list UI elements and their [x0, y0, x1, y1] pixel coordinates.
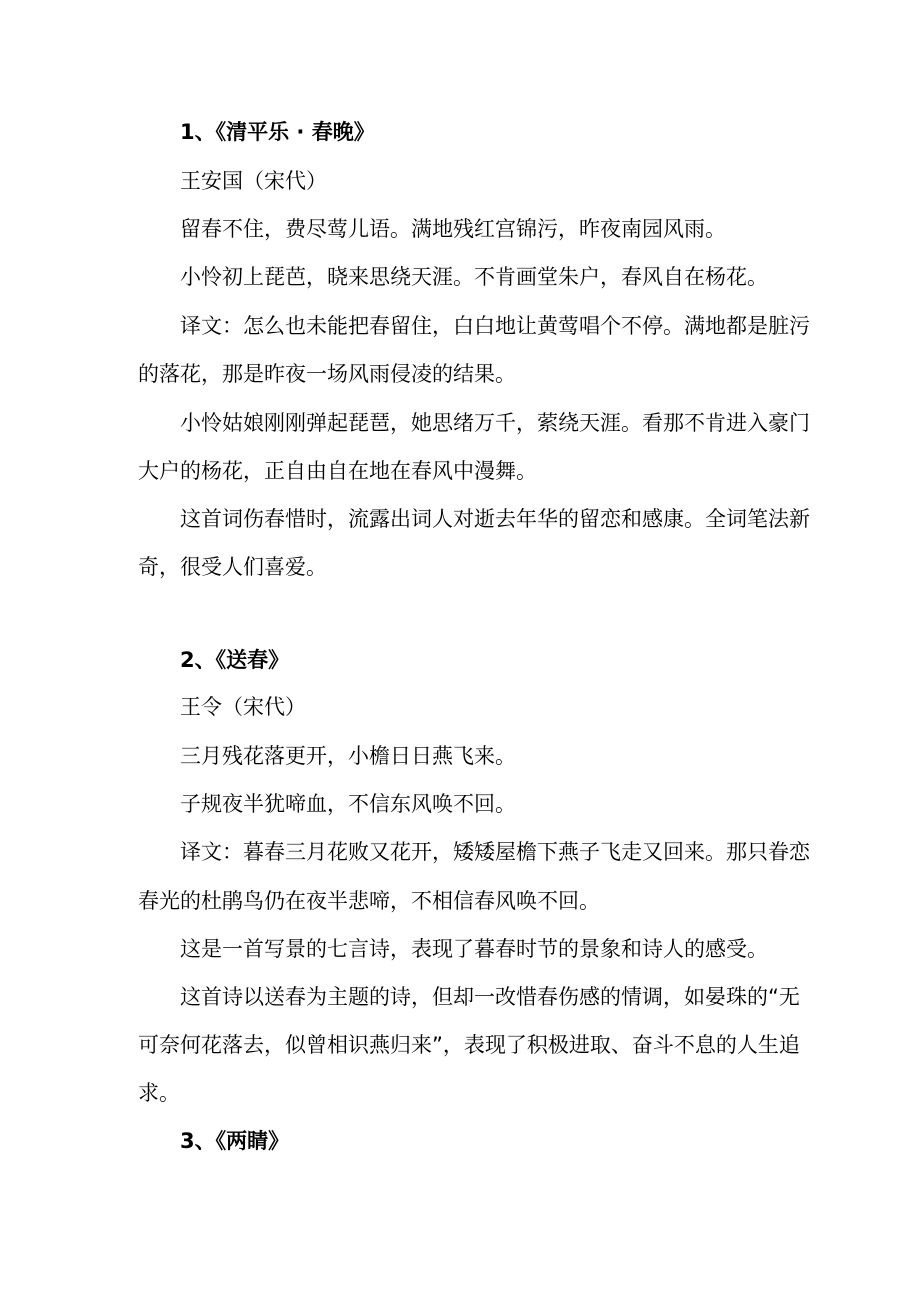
section-2-poem-line-1: 三月残花落更开，小檐日日燕飞来。: [180, 744, 516, 768]
section-1-translation-line-3: 小怜姑娘刚刚弹起琵琶，她思绪万千，萦绕天涯。看那不肯进入豪门: [180, 411, 810, 435]
section-2-poem-line-2: 子规夜半犹啼血，不信东风唤不回。: [180, 792, 516, 816]
section-1-commentary-line-1: 这首词伤春惜时，流露出词人对逝去年华的留恋和感康。全词笔法新: [180, 507, 810, 531]
section-1-translation-line-4: 大户的杨花，正自由自在地在春风中漫舞。: [138, 459, 537, 483]
section-3-heading: 3、《两睛》: [180, 1129, 290, 1153]
section-1-heading: 1、《清平乐 · 春晚》: [180, 120, 375, 144]
section-2-commentary-line-1: 这是一首写景的七言诗，表现了暮春时节的景象和诗人的感受。: [180, 937, 768, 961]
section-1-commentary-line-2: 奇，很受人们喜爱。: [138, 555, 327, 579]
section-1-poem-line-1: 留春不住，费尽莺儿语。满地残红宫锦污，昨夜南园风雨。: [180, 217, 726, 241]
section-2-heading: 2、《送春》: [180, 648, 290, 672]
section-1-translation-line-1: 译文：怎么也未能把春留住，白白地让黄莺唱个不停。满地都是脏污: [180, 314, 810, 338]
section-1-translation-line-2: 的落花，那是昨夜一场风雨侵凌的结果。: [138, 362, 516, 386]
section-2-commentary-line-2: 这首诗以送春为主题的诗，但却一改惜春伤感的情调，如晏珠的“无: [180, 985, 800, 1009]
section-1-poem-line-2: 小怜初上琵芭，晓来思绕天涯。不肯画堂朱户，春风自在杨花。: [180, 265, 768, 289]
section-2-commentary-line-3: 可奈何花落去，似曾相识燕归来”，表现了积极进取、奋斗不息的人生追: [138, 1033, 800, 1057]
section-2-commentary-line-4: 求。: [138, 1081, 180, 1105]
section-2-translation-line-2: 春光的杜鹃鸟仍在夜半悲啼，不相信春风唤不回。: [138, 889, 600, 913]
section-1-author: 王安国（宋代）: [180, 169, 327, 193]
section-2-translation-line-1: 译文：暮春三月花败又花开，矮矮屋檐下燕子飞走又回来。那只眷恋: [180, 840, 810, 864]
section-2-author: 王令（宋代）: [180, 695, 306, 719]
